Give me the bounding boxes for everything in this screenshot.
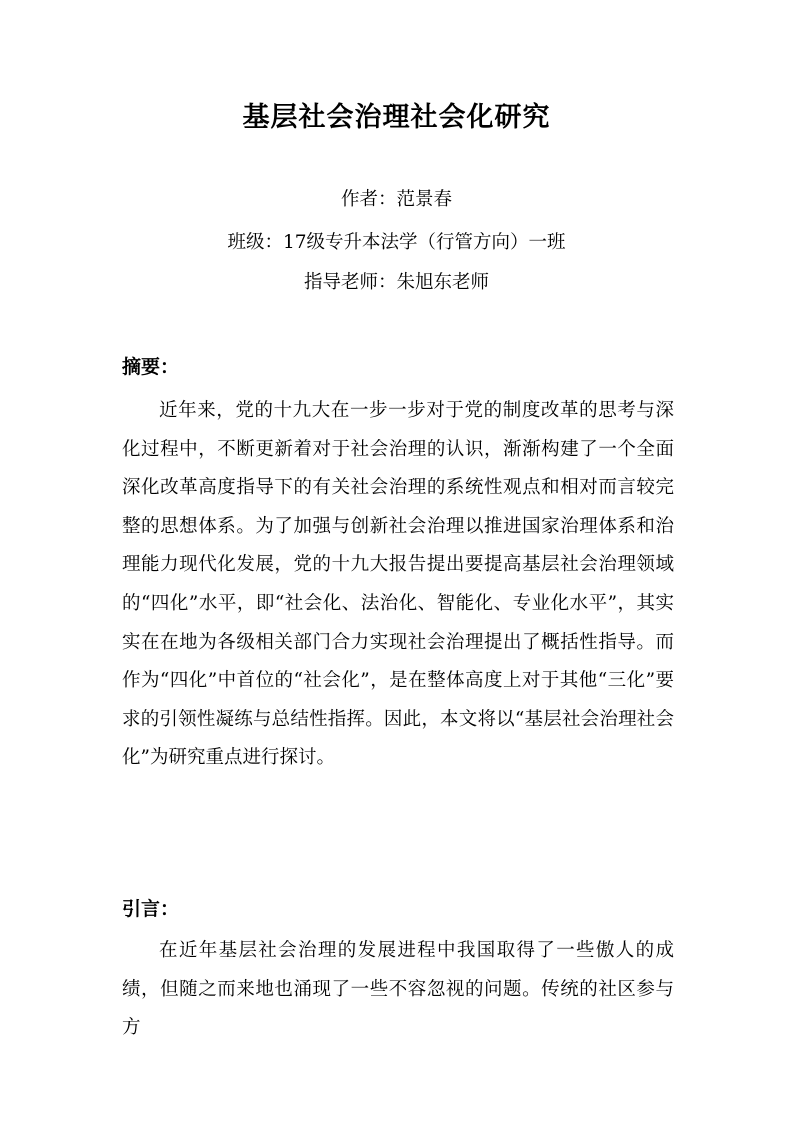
introduction-body: 在近年基层社会治理的发展进程中我国取得了一些傲人的成绩，但随之而来地也涌现了一些不容忽视的问题。传统的社区参与方 xyxy=(122,940,674,1039)
author-line: 作者：范景春 xyxy=(340,189,452,210)
introduction-heading: 引言： xyxy=(122,898,180,920)
class-line: 班级：17级专升本法学（行管方向）一班 xyxy=(227,232,566,253)
paper-title: 基层社会治理社会化研究 xyxy=(242,102,551,133)
abstract-body: 近年来，党的十九大在一步一步对于党的制度改革的思考与深化过程中，不断更新着对于社会治理的认识，渐渐构建了一个全面深化改革高度指导下的有关社会治理的系统性观点和相对而言较完整的思想体系。为了加强与创新社会治理以推进国家治理体系和治理能力现代化发展，党的十九大报告提出要提高基层社会治理领域的“四化”水平，即“社会化、法治化、智能化、专业化水平”，其实实在在地为各级相关部门合力实现社会治理提出了概括性指导。而作为“四化”中首位的“社会化”，是在整体高度上对于其他“三化”要求的引领性凝练与总结性指挥。因此，本文将以“基层社会治理社会化”为研究重点进行探讨。 xyxy=(122,400,674,769)
abstract-heading: 摘要： xyxy=(122,356,180,378)
advisor-line: 指导老师：朱旭东老师 xyxy=(303,272,489,293)
